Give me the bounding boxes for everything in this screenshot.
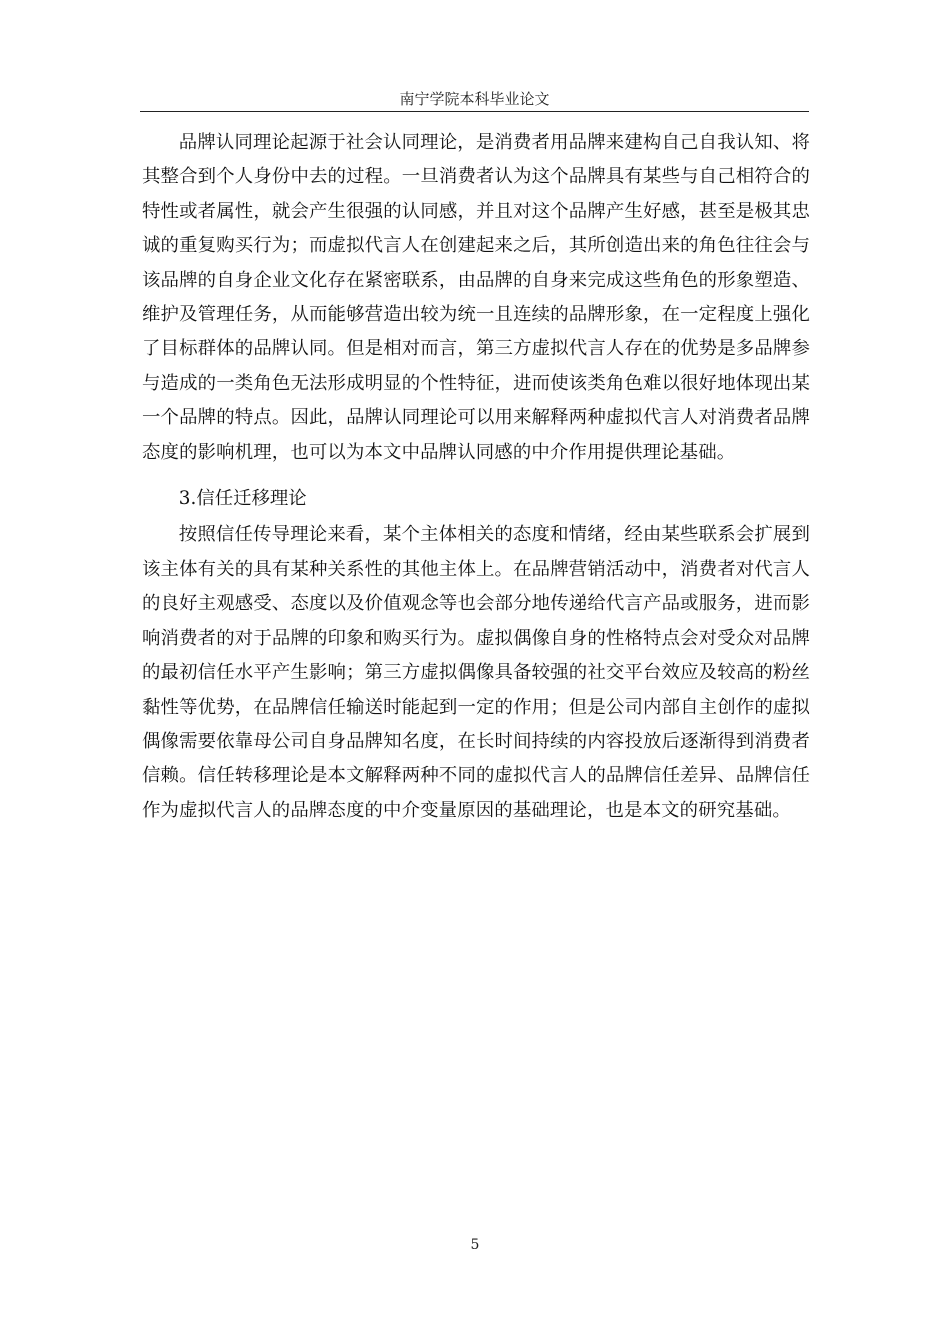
header-divider xyxy=(140,111,809,112)
section-heading-trust-transfer: 3.信任迁移理论 xyxy=(178,488,307,510)
body-paragraph-trust-transfer: 按照信任传导理论来看，某个主体相关的态度和情绪，经由某些联系会扩展到该主体有关的具有某种关系性的其他主体上。在品牌营销活动中，消费者对代言人的良好主观感受、态度以及价值观念等也会部分地传递给代言产品或服务，进而影响消费者的对于品牌的印象和购买行为。虚拟偶像自身的性格特点会对受众对品牌的最初信任水平产生影响；第三方虚拟偶像具备较强的社交平台效应及较高的粉丝黏性等优势，在品牌信任输送时能起到一定的作用；但是公司内部自主创作的虚拟偶像需要依靠母公司自身品牌知名度，在长时间持续的内容投放后逐渐得到消费者信赖。信任转移理论是本文解释两种不同的虚拟代言人的品牌信任差异、品牌信任作为虚拟代言人的品牌态度的中介变量原因的基础理论，也是本文的研究基础。 xyxy=(142,524,810,821)
page-number: 5 xyxy=(470,1237,480,1253)
body-paragraph-brand-identity: 品牌认同理论起源于社会认同理论，是消费者用品牌来建构自己自我认知、将其整合到个人身份中去的过程。一旦消费者认为这个品牌具有某些与自己相符合的特性或者属性，就会产生很强的认同感，并且对这个品牌产生好感，甚至是极其忠诚的重复购买行为；而虚拟代言人在创建起来之后，其所创造出来的角色往往会与该品牌的自身企业文化存在紧密联系，由品牌的自身来完成这些角色的形象塑造、维护及管理任务，从而能够营造出较为统一且连续的品牌形象，在一定程度上强化了目标群体的品牌认同。但是相对而言，第三方虚拟代言人存在的优势是多品牌参与造成的一类角色无法形成明显的个性特征，进而使该类角色难以很好地体现出某一个品牌的特点。因此，品牌认同理论可以用来解释两种虚拟代言人对消费者品牌态度的影响机理，也可以为本文中品牌认同感的中介作用提供理论基础。 xyxy=(142,132,810,463)
page-header-title: 南宁学院本科毕业论文 xyxy=(399,90,550,108)
document-body xyxy=(142,126,810,828)
